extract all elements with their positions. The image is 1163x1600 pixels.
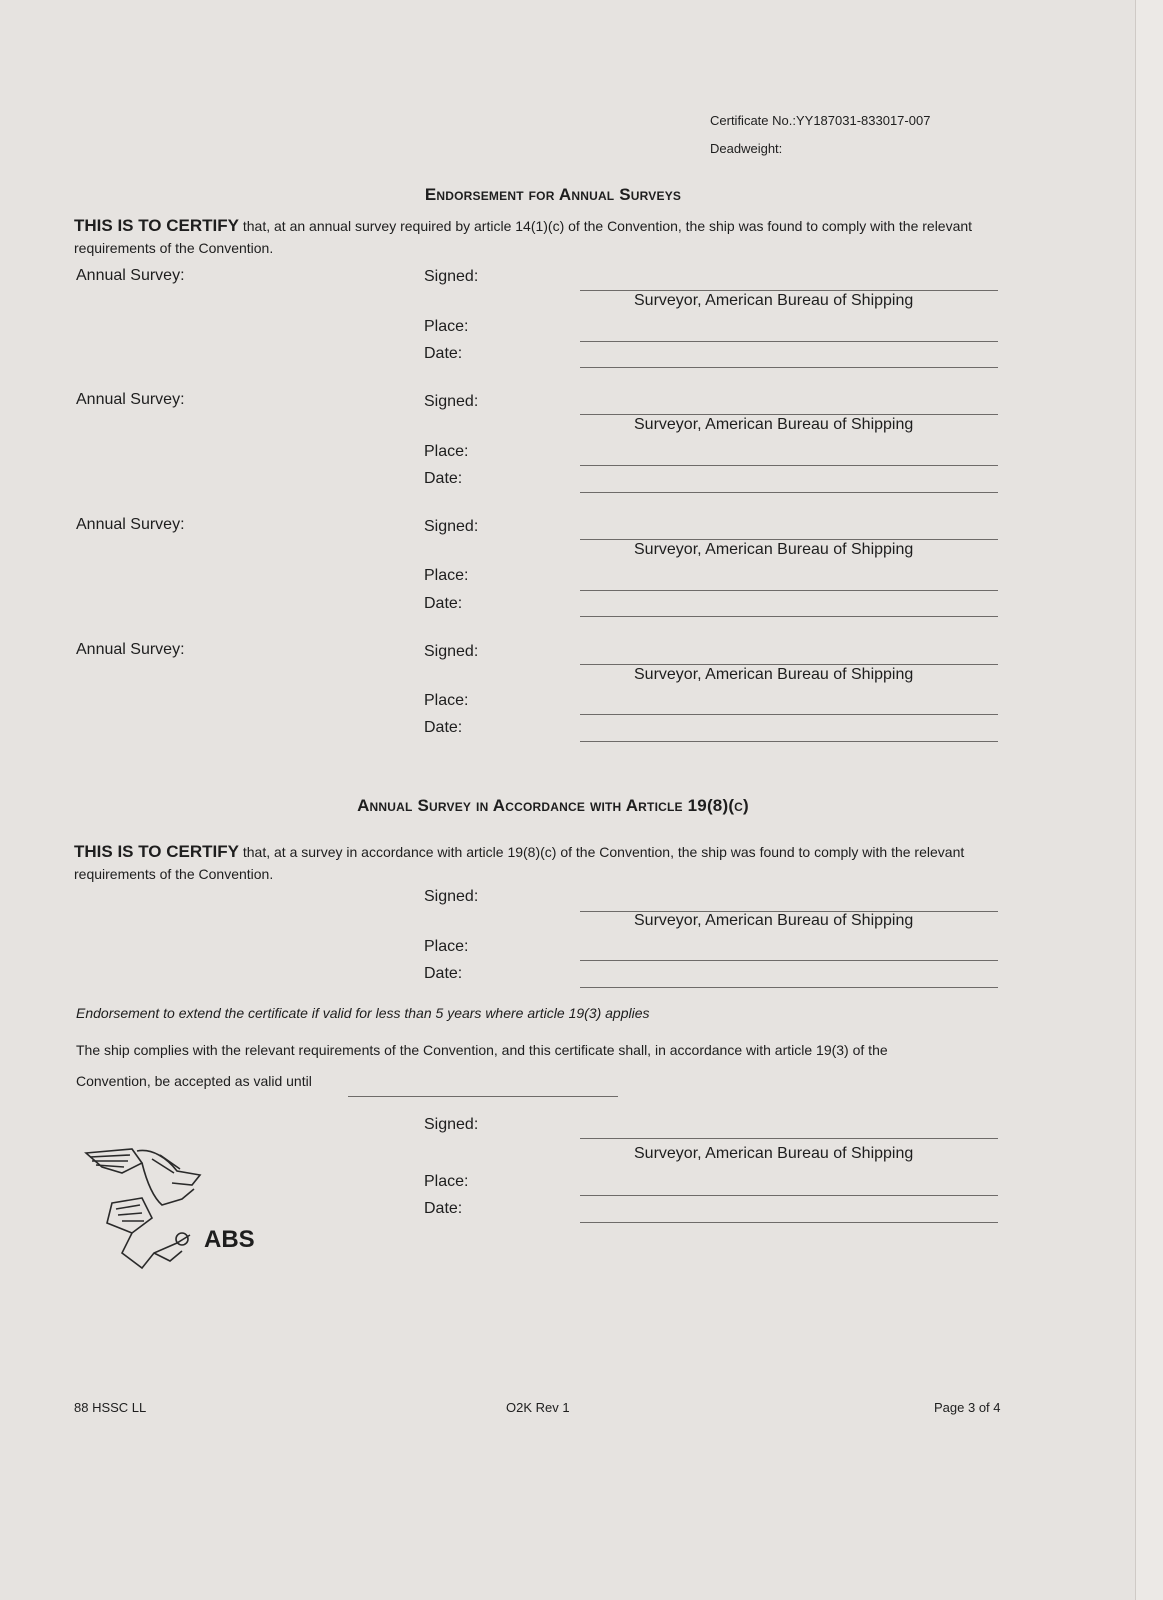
annual-survey-label-3: Annual Survey:: [76, 516, 185, 533]
signature-line-1[interactable]: [580, 290, 998, 291]
signed-label-1: Signed:: [424, 268, 479, 285]
place-line-1[interactable]: [580, 341, 998, 342]
certify-bold: THIS IS TO CERTIFY: [74, 216, 239, 235]
date-line-2[interactable]: [580, 492, 998, 493]
extension-note: Endorsement to extend the certificate if valid for less than 5 years where article 19(3) applies: [76, 1005, 650, 1021]
certify-text: that, at an annual survey required by article 14(1)(c) of the Convention, the ship was found to comply with the relevant requirements of the Convention.: [74, 218, 973, 256]
date-line-1[interactable]: [580, 367, 998, 368]
date-line-4[interactable]: [580, 741, 998, 742]
valid-until-line[interactable]: [348, 1096, 618, 1097]
place-label-2: Place:: [424, 443, 469, 460]
certify-paragraph-1: [74, 215, 1009, 259]
surveyor-caption-2: Surveyor, American Bureau of Shipping: [634, 416, 914, 433]
signed-label-5: Signed:: [424, 888, 479, 905]
surveyor-caption-6: Surveyor, American Bureau of Shipping: [634, 1145, 914, 1162]
abs-logo-text: ABS: [204, 1226, 255, 1253]
date-line-5[interactable]: [580, 987, 998, 988]
footer-revision: O2K Rev 1: [506, 1400, 570, 1415]
place-line-2[interactable]: [580, 465, 998, 466]
date-label-4: Date:: [424, 719, 463, 736]
extension-text-line-2: Convention, be accepted as valid until: [76, 1073, 312, 1089]
place-label-6: Place:: [424, 1173, 469, 1190]
place-label-3: Place:: [424, 567, 469, 584]
place-label-4: Place:: [424, 692, 469, 709]
signed-label-3: Signed:: [424, 518, 479, 535]
date-label-1: Date:: [424, 345, 463, 362]
annual-survey-label-4: Annual Survey:: [76, 641, 185, 658]
date-line-6[interactable]: [580, 1222, 998, 1223]
signed-label-6: Signed:: [424, 1116, 479, 1133]
date-line-3[interactable]: [580, 616, 998, 617]
surveyor-caption-1: Surveyor, American Bureau of Shipping: [634, 292, 914, 309]
place-line-3[interactable]: [580, 590, 998, 591]
place-line-6[interactable]: [580, 1195, 998, 1196]
surveyor-caption-4: Surveyor, American Bureau of Shipping: [634, 666, 914, 683]
annual-survey-label-2: Annual Survey:: [76, 391, 185, 408]
deadweight-label: Deadweight:: [710, 141, 783, 156]
certify-text: that, at a survey in accordance with article 19(8)(c) of the Convention, the ship was found to comply with the relevant requirements of the Convention.: [74, 844, 965, 882]
place-line-4[interactable]: [580, 714, 998, 715]
place-label-1: Place:: [424, 318, 469, 335]
footer-page-number: Page 3 of 4: [934, 1400, 1001, 1415]
signature-line-4[interactable]: [580, 664, 998, 665]
place-line-5[interactable]: [580, 960, 998, 961]
date-label-3: Date:: [424, 595, 463, 612]
footer-form-code: 88 HSSC LL: [74, 1400, 147, 1415]
section-title-article-19-8-c: Annual Survey in Accordance with Article 19(8)(c): [357, 796, 749, 815]
signed-label-4: Signed:: [424, 643, 479, 660]
extension-text-line-1: The ship complies with the relevant requirements of the Convention, and this certificate shall, in accordance with article 19(3) of the: [76, 1042, 888, 1058]
signature-line-2[interactable]: [580, 414, 998, 415]
section-title-annual-surveys: Endorsement for Annual Surveys: [424, 185, 682, 204]
eagle-logo-icon: [82, 1143, 212, 1273]
surveyor-caption-3: Surveyor, American Bureau of Shipping: [634, 541, 914, 558]
date-label-6: Date:: [424, 1200, 463, 1217]
date-label-2: Date:: [424, 470, 463, 487]
annual-survey-label-1: Annual Survey:: [76, 267, 185, 284]
certify-paragraph-2: [74, 841, 1009, 885]
signature-line-3[interactable]: [580, 539, 998, 540]
signed-label-2: Signed:: [424, 393, 479, 410]
surveyor-caption-5: Surveyor, American Bureau of Shipping: [634, 912, 914, 929]
place-label-5: Place:: [424, 938, 469, 955]
page-margin: [1136, 0, 1163, 1600]
certificate-number: Certificate No.:YY187031-833017-007: [710, 113, 931, 128]
signature-line-6[interactable]: [580, 1138, 998, 1139]
certify-bold: THIS IS TO CERTIFY: [74, 842, 239, 861]
date-label-5: Date:: [424, 965, 463, 982]
